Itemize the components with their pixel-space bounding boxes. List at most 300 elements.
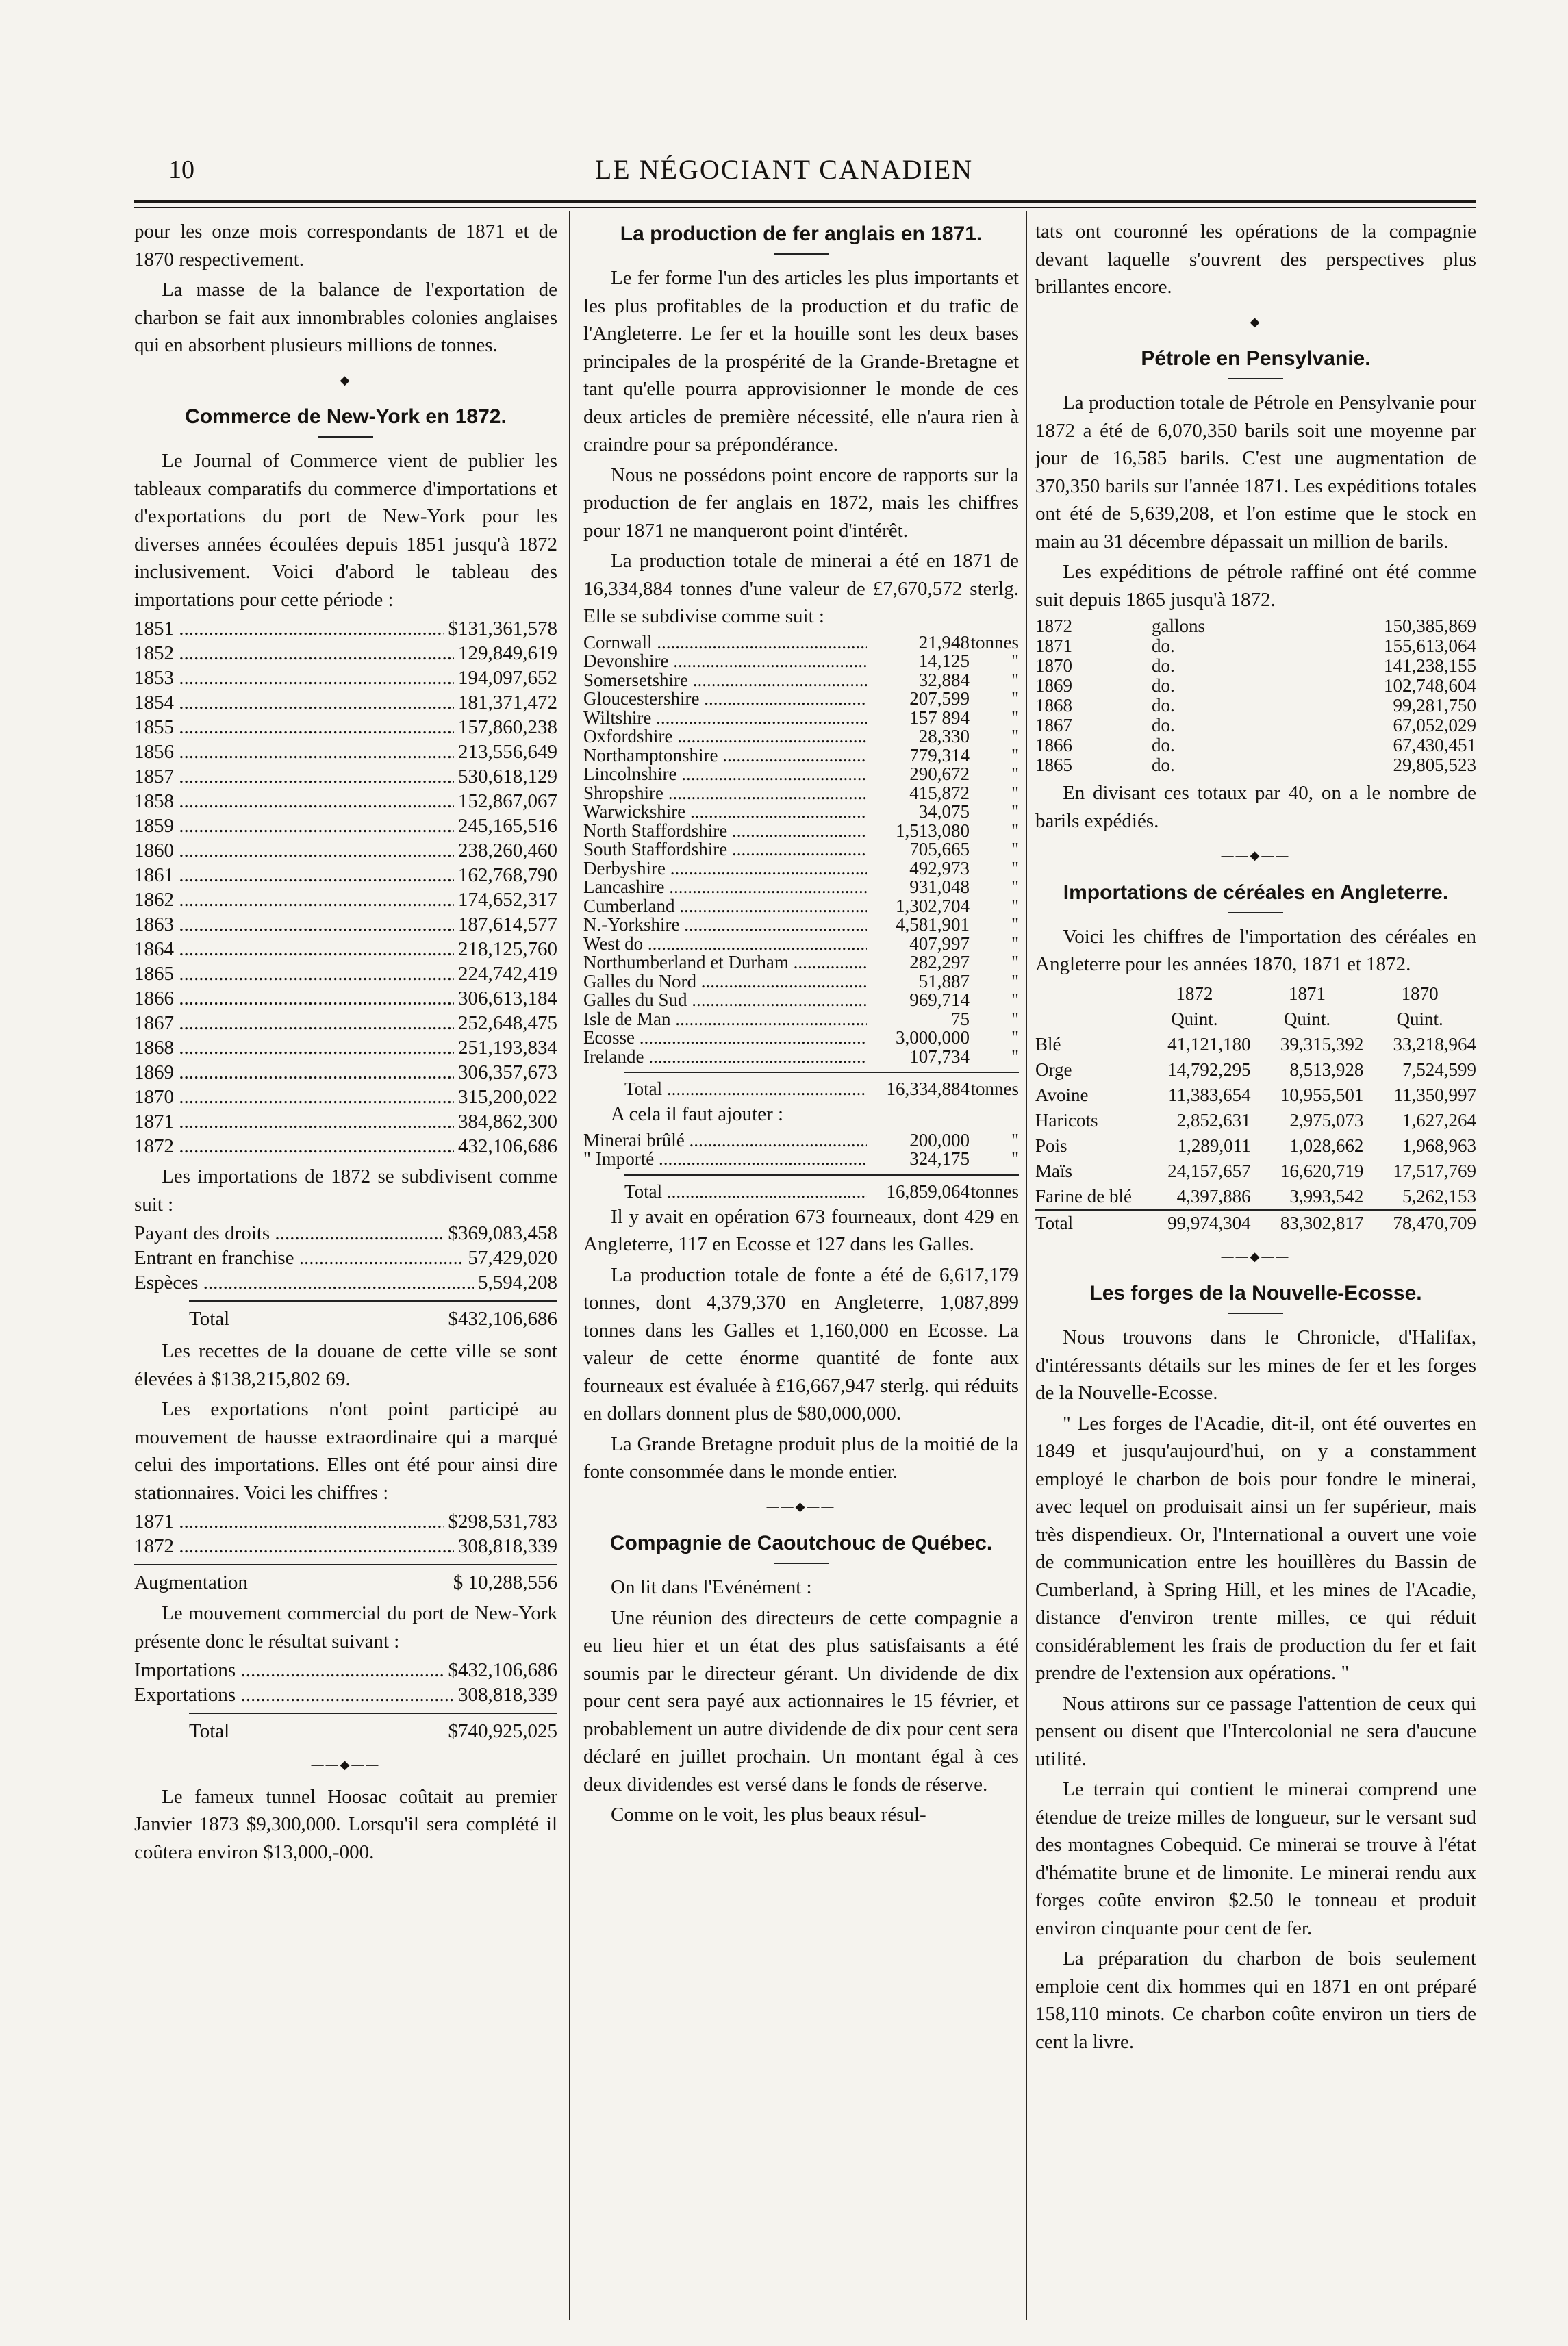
- import-row: [134, 666, 557, 690]
- ore-row: [583, 935, 1019, 954]
- cereal-name: Orge: [1035, 1059, 1072, 1080]
- ore-row-name: Galles du Nord .....: [583, 972, 867, 992]
- empty-cell: [1035, 1007, 1138, 1032]
- ore-row: [583, 690, 1019, 709]
- imports-table: [134, 616, 557, 1159]
- import-row-label: 1863 .....: [134, 912, 454, 937]
- year-header: 1872: [1176, 983, 1213, 1004]
- ore-row-value: 32,884: [918, 669, 970, 690]
- value-cell: 155,613,064: [1384, 635, 1476, 656]
- ore-row: [583, 1048, 1019, 1067]
- ore-row: [583, 822, 1019, 841]
- total-label: Total: [189, 1308, 230, 1330]
- article-heading: Commerce de New-York en 1872.: [185, 405, 507, 428]
- article-heading: Pétrole en Pensylvanie.: [1141, 347, 1371, 370]
- import-row-label: 1864 .....: [134, 937, 454, 961]
- breakdown-row: [134, 1270, 557, 1295]
- ore-row-unit: ": [1011, 801, 1019, 822]
- column-1: [134, 218, 557, 2319]
- ore-row-unit: ": [1011, 1046, 1019, 1067]
- cereal-value: 39,315,392: [1280, 1033, 1364, 1055]
- augmentation-row: [134, 1564, 557, 1595]
- import-row-label: 1856 .....: [134, 740, 454, 764]
- result-row-value: 308,818,339: [458, 1684, 557, 1706]
- breakdown-row-label: Espèces .....: [134, 1270, 474, 1295]
- paragraph: La production totale de Pétrole en Pensylvanie pour 1872 a été de 6,070,350 barils soit une moyenne par jour de 16,585 barils. C'est une augmentation de 370,350 barils sur l'année 1871. Les expéditions totales ont été de 5,639,208, et l'on estime que le stock en main au 31 décembre dépassait un million de barils.: [1035, 392, 1476, 553]
- export-row: [134, 1509, 557, 1534]
- ore-row-name: West do .....: [583, 935, 867, 954]
- ore-row-name: Isle de Man .....: [583, 1010, 867, 1029]
- ore-addition-row-unit: ": [1011, 1148, 1019, 1169]
- ore-row-value: 75: [951, 1008, 970, 1029]
- ornament-divider: ——◆——: [311, 1758, 381, 1771]
- ore-row: [583, 859, 1019, 879]
- year-cell: 1868: [1035, 695, 1072, 716]
- cereal-name: Haricots: [1035, 1109, 1098, 1131]
- cereal-name: Pois: [1035, 1135, 1067, 1156]
- ore-row-name: Somersetshire .....: [583, 671, 867, 690]
- value-cell: 141,238,155: [1384, 655, 1476, 676]
- ore-row: [583, 652, 1019, 671]
- result-row: [134, 1682, 557, 1707]
- heading-rule: [1228, 1313, 1283, 1314]
- value-cell: 99,281,750: [1393, 695, 1476, 716]
- page-number: 10: [168, 155, 194, 184]
- ore-row-name: Cornwall .....: [583, 633, 867, 653]
- ore-row: [583, 671, 1019, 690]
- paragraph: Nous ne possédons point encore de rapports sur la production de fer anglais en 1872, mais les chiffres pour 1871 ne manqueront point d'intérêt.: [583, 464, 1019, 542]
- ore-row-value: 157 894: [909, 707, 970, 728]
- petroleum-row: [1035, 636, 1476, 656]
- paragraph: Nous trouvons dans le Chronicle, d'Halifax, d'intéressants détails sur les mines de fer et les forges de la Nouvelle-Ecosse.: [1035, 1326, 1476, 1404]
- export-row: [134, 1534, 557, 1559]
- year-cell: 1870: [1035, 655, 1072, 676]
- ore-row: [583, 765, 1019, 784]
- cereal-name: Farine de blé: [1035, 1185, 1132, 1207]
- augmentation-value: $ 10,288,556: [453, 1572, 557, 1593]
- paragraph: Comme on le voit, les plus beaux résul-: [611, 1804, 926, 1826]
- export-row-label: 1871 .....: [134, 1509, 444, 1534]
- ore-row: [583, 709, 1019, 728]
- unit-cell: do.: [1152, 715, 1175, 735]
- ore-row-name: Wiltshire .....: [583, 709, 867, 728]
- ore-row-value: 3,000,000: [896, 1027, 970, 1048]
- import-row: [134, 1109, 557, 1134]
- total-value: 16,859,064: [886, 1181, 970, 1202]
- petroleum-exports-table: [1035, 616, 1476, 775]
- ore-row-unit: ": [1011, 707, 1019, 728]
- paragraph: La préparation du charbon de bois seulement emploie cent dix hommes qui en 1871 en ont préparé 158,110 minots. Ce charbon coûte environ un tiers de cent la livre.: [1035, 1947, 1476, 2053]
- ore-row-value: 21,948: [918, 631, 970, 653]
- ore-row: [583, 1029, 1019, 1048]
- import-row-value: 129,849,619: [458, 642, 557, 664]
- import-row: [134, 715, 557, 740]
- import-row-value: 181,371,472: [458, 692, 557, 714]
- ornament-divider: ——◆——: [1221, 1249, 1291, 1263]
- augmentation-label: Augmentation: [134, 1572, 248, 1593]
- column-divider: [1026, 211, 1027, 2320]
- import-row-value: 306,357,673: [458, 1061, 557, 1083]
- breakdown-row: [134, 1221, 557, 1246]
- ore-total: [624, 1072, 1019, 1100]
- ore-addition-row-unit: ": [1011, 1129, 1019, 1150]
- cereal-value: 3,993,542: [1289, 1185, 1364, 1207]
- year-cell: 1866: [1035, 735, 1072, 755]
- ore-row: [583, 1010, 1019, 1029]
- paragraph: Les recettes de la douane de cette ville se sont élevées à $138,215,802 69.: [134, 1340, 557, 1390]
- paragraph: Il y avait en opération 673 fourneaux, dont 429 en Angleterre, 117 en Ecosse et 127 dans les Galles.: [583, 1205, 1019, 1255]
- import-row-value: 213,556,649: [458, 741, 557, 763]
- paragraph: A cela il faut ajouter :: [611, 1103, 784, 1125]
- paragraph: La Grande Bretagne produit plus de la moitié de la fonte consommée dans le monde entier.: [583, 1433, 1019, 1483]
- ore-row-unit: ": [1011, 688, 1019, 709]
- ore-row-unit: ": [1011, 839, 1019, 859]
- ore-row-value: 415,872: [909, 782, 970, 803]
- import-row-value: 152,867,067: [458, 790, 557, 812]
- total-label: Total: [1035, 1210, 1138, 1236]
- breakdown-row-value: $369,083,458: [448, 1222, 557, 1244]
- breakdown-row-value: 57,429,020: [468, 1247, 557, 1269]
- value-cell: 102,748,604: [1384, 675, 1476, 696]
- ore-row-value: 705,665: [909, 839, 970, 859]
- cereal-value: 1,627,264: [1402, 1109, 1476, 1131]
- import-row: [134, 937, 557, 961]
- ore-row-unit: ": [1011, 914, 1019, 935]
- ore-row-value: 931,048: [909, 876, 970, 897]
- ore-row-value: 282,297: [909, 952, 970, 972]
- unit-header: Quint.: [1171, 1008, 1218, 1029]
- cereal-value: 17,517,769: [1393, 1160, 1476, 1181]
- import-row: [134, 863, 557, 887]
- import-row-label: 1868 .....: [134, 1035, 454, 1060]
- cereal-value: 24,157,657: [1167, 1160, 1251, 1181]
- ore-row: [583, 916, 1019, 935]
- import-row: [134, 961, 557, 986]
- import-row: [134, 1060, 557, 1085]
- import-row: [134, 1085, 557, 1109]
- ore-row-unit: ": [1011, 952, 1019, 972]
- ore-row: [583, 972, 1019, 992]
- import-row-label: 1866 .....: [134, 986, 454, 1011]
- total-unit: tonnes: [970, 1079, 1019, 1099]
- cereal-row: [1035, 1032, 1476, 1057]
- page-header: [0, 149, 1568, 190]
- ore-row-unit: ": [1011, 651, 1019, 671]
- import-row: [134, 616, 557, 641]
- petroleum-row: [1035, 656, 1476, 676]
- year-cell: 1872: [1035, 616, 1072, 636]
- ore-row-value: 1,302,704: [896, 895, 970, 916]
- ore-row-unit: ": [1011, 970, 1019, 992]
- paragraph: On lit dans l'Evénément :: [611, 1576, 812, 1598]
- import-row: [134, 813, 557, 838]
- import-row-label: 1867 .....: [134, 1011, 454, 1035]
- ore-row-unit: ": [1011, 820, 1019, 841]
- cereal-row: [1035, 1108, 1476, 1133]
- ore-row-name: Northumberland et Durham .....: [583, 953, 867, 972]
- import-row-label: 1855 .....: [134, 715, 454, 740]
- result-row: [134, 1658, 557, 1682]
- cereal-value: 10,955,501: [1280, 1084, 1364, 1105]
- heading-rule: [774, 1563, 829, 1564]
- import-row-value: 194,097,652: [458, 667, 557, 689]
- ore-row-unit: ": [1011, 1008, 1019, 1029]
- ore-row-value: 492,973: [909, 857, 970, 879]
- cereal-value: 1,968,963: [1402, 1135, 1476, 1156]
- ore-row-name: Ecosse .....: [583, 1029, 867, 1048]
- ore-row-value: 407,997: [909, 933, 970, 954]
- ore-row: [583, 897, 1019, 916]
- result-row-label: Exportations .....: [134, 1682, 454, 1707]
- cereal-value: 1,289,011: [1177, 1135, 1251, 1156]
- ore-row-unit: ": [1011, 876, 1019, 897]
- value-cell: 29,805,523: [1393, 755, 1476, 775]
- cereal-row: [1035, 1184, 1476, 1210]
- import-row-value: 432,106,686: [458, 1135, 557, 1157]
- import-row: [134, 641, 557, 666]
- import-row-value: $131,361,578: [448, 618, 557, 640]
- heading-rule: [1228, 378, 1283, 379]
- total-value: 99,974,304: [1138, 1210, 1251, 1236]
- article-heading: Compagnie de Caoutchouc de Québec.: [609, 1532, 993, 1554]
- ore-row-unit: ": [1011, 1027, 1019, 1048]
- ore-row-value: 207,599: [909, 688, 970, 709]
- unit-cell: do.: [1152, 695, 1175, 716]
- import-row: [134, 690, 557, 715]
- import-row: [134, 838, 557, 863]
- ornament-divider: ——◆——: [1221, 314, 1291, 329]
- import-row-value: 187,614,577: [458, 913, 557, 935]
- petroleum-row: [1035, 616, 1476, 636]
- ore-row: [583, 633, 1019, 653]
- import-row-label: 1858 .....: [134, 789, 454, 813]
- petroleum-row: [1035, 735, 1476, 755]
- total-value: 78,470,709: [1363, 1210, 1476, 1236]
- cereal-row: [1035, 1083, 1476, 1108]
- ornament-divider: ——◆——: [766, 1499, 836, 1513]
- cereal-value: 41,121,180: [1167, 1033, 1251, 1055]
- import-row-value: 218,125,760: [458, 938, 557, 960]
- import-row-label: 1852 .....: [134, 641, 454, 666]
- cereal-value: 16,620,719: [1280, 1160, 1364, 1181]
- cereal-value: 4,397,886: [1176, 1185, 1251, 1207]
- breakdown-row: [134, 1246, 557, 1270]
- breakdown-row-label: Payant des droits .....: [134, 1221, 444, 1246]
- ore-row-name: N.-Yorkshire .....: [583, 916, 867, 935]
- ore-row-name: North Staffordshire .....: [583, 822, 867, 841]
- unit-cell: do.: [1152, 755, 1175, 775]
- import-row: [134, 986, 557, 1011]
- unit-header: Quint.: [1283, 1008, 1331, 1029]
- cereal-row: [1035, 1159, 1476, 1184]
- ore-row-unit: ": [1011, 782, 1019, 803]
- breakdown-row-label: Entrant en franchise .....: [134, 1246, 464, 1270]
- cereal-value: 7,524,599: [1402, 1059, 1476, 1080]
- imports-breakdown: [134, 1221, 557, 1295]
- import-row: [134, 764, 557, 789]
- unit-cell: do.: [1152, 735, 1175, 755]
- cereal-value: 11,350,997: [1393, 1084, 1476, 1105]
- import-row: [134, 1035, 557, 1060]
- cereal-value: 8,513,928: [1289, 1059, 1364, 1080]
- ore-row: [583, 784, 1019, 803]
- result-total: [189, 1713, 557, 1744]
- import-row-label: 1851 .....: [134, 616, 444, 641]
- import-row: [134, 912, 557, 937]
- import-row-value: 306,613,184: [458, 987, 557, 1009]
- year-cell: 1865: [1035, 755, 1072, 775]
- import-row-label: 1859 .....: [134, 813, 454, 838]
- import-row: [134, 1134, 557, 1159]
- value-cell: 67,052,029: [1393, 715, 1476, 735]
- value-cell: 67,430,451: [1393, 735, 1476, 755]
- ore-row-name: Lancashire .....: [583, 878, 867, 897]
- ore-row-name: Warwickshire .....: [583, 803, 867, 822]
- import-row-label: 1865 .....: [134, 961, 454, 986]
- exports-table: [134, 1509, 557, 1559]
- unit-cell: do.: [1152, 655, 1175, 676]
- ore-row-name: Irelande .....: [583, 1048, 867, 1067]
- breakdown-row-value: 5,594,208: [478, 1272, 557, 1294]
- year-header: 1871: [1288, 983, 1326, 1004]
- article-heading: La production de fer anglais en 1871.: [620, 223, 983, 245]
- paragraph: Nous attirons sur ce passage l'attention de ceux qui pensent ou disent que l'Intercolonial ne sera d'aucune utilité.: [1035, 1692, 1476, 1770]
- import-row-value: 315,200,022: [458, 1086, 557, 1108]
- ore-row-name: Shropshire .....: [583, 784, 867, 803]
- import-row-value: 174,652,317: [458, 889, 557, 911]
- paragraph: Les importations de 1872 se subdivisent comme suit :: [134, 1165, 557, 1215]
- import-row-label: 1871 .....: [134, 1109, 454, 1134]
- import-row: [134, 789, 557, 813]
- year-header: 1870: [1401, 983, 1439, 1004]
- import-row: [134, 740, 557, 764]
- cereals-unit-row: [1035, 1007, 1476, 1032]
- paragraph: Les expéditions de pétrole raffiné ont été comme suit depuis 1865 jusqu'à 1872.: [1035, 561, 1476, 611]
- import-row-value: 238,260,460: [458, 840, 557, 861]
- column-3: [1035, 218, 1476, 2319]
- ore-row-value: 34,075: [918, 801, 970, 822]
- ore-addition-row-name: " Importé .....: [583, 1150, 867, 1169]
- total-value: $432,106,686: [448, 1308, 557, 1330]
- ore-row: [583, 746, 1019, 766]
- ore-row-name: Northamptonshire .....: [583, 746, 867, 766]
- import-row-label: 1860 .....: [134, 838, 454, 863]
- ore-row-name: Devonshire .....: [583, 652, 867, 671]
- cereal-value: 2,852,631: [1176, 1109, 1251, 1131]
- total-unit: tonnes: [970, 1181, 1019, 1202]
- ore-row-value: 107,734: [909, 1046, 970, 1067]
- ore-addition-row: [583, 1150, 1019, 1169]
- ore-row-unit: ": [1011, 744, 1019, 766]
- import-row: [134, 1011, 557, 1035]
- ore-row-value: 4,581,901: [896, 914, 970, 935]
- newspaper-title: LE NÉGOCIANT CANADIEN: [594, 154, 974, 185]
- ore-row-unit: ": [1011, 857, 1019, 879]
- ore-addition-row-name: Minerai brûlé .....: [583, 1131, 867, 1150]
- ore-row-name: Cumberland .....: [583, 897, 867, 916]
- total-label: Total .....: [624, 1180, 867, 1203]
- ore-row-value: 290,672: [909, 764, 970, 784]
- import-row-value: 224,742,419: [458, 963, 557, 985]
- total-label: Total .....: [624, 1077, 867, 1100]
- ore-row-name: Oxfordshire .....: [583, 727, 867, 746]
- ore-row-unit: ": [1011, 933, 1019, 954]
- cereal-value: 2,975,073: [1289, 1109, 1364, 1131]
- ore-row-value: 1,513,080: [896, 820, 970, 841]
- import-row-label: 1869 .....: [134, 1060, 454, 1085]
- column-2: [583, 218, 1019, 2319]
- import-row-label: 1853 .....: [134, 666, 454, 690]
- import-row-value: 530,618,129: [458, 766, 557, 787]
- ore-row-name: Lincolnshire .....: [583, 765, 867, 784]
- cereal-value: 5,262,153: [1402, 1185, 1476, 1207]
- total-value: $740,925,025: [448, 1720, 557, 1742]
- import-row-value: 251,193,834: [458, 1037, 557, 1059]
- paragraph: Les exportations n'ont point participé au mouvement de hausse extraordinaire qui a marqué celui des importations. Elles ont été pour ainsi dire stationnaires. Voici les chiffres :: [134, 1398, 557, 1504]
- ore-row: [583, 840, 1019, 859]
- paragraph: Le fameux tunnel Hoosac coûtait au premier Janvier 1873 $9,300,000. Lorsqu'il sera complété il coûtera environ $13,000,-000.: [134, 1785, 557, 1863]
- ore-row: [583, 803, 1019, 822]
- cereal-value: 11,383,654: [1168, 1084, 1251, 1105]
- header-rule: [134, 200, 1476, 203]
- year-cell: 1867: [1035, 715, 1072, 735]
- import-row-label: 1857 .....: [134, 764, 454, 789]
- ore-row: [583, 878, 1019, 897]
- ore-row: [583, 953, 1019, 972]
- paragraph: tats ont couronné les opérations de la compagnie devant laquelle s'ouvrent des perspectives plus brillantes encore.: [1035, 220, 1476, 298]
- ore-additions-table: [583, 1131, 1019, 1169]
- ore-row-unit: tonnes: [970, 631, 1019, 653]
- article-heading: Les forges de la Nouvelle-Ecosse.: [1089, 1282, 1422, 1304]
- ornament-divider: ——◆——: [311, 373, 381, 387]
- import-row-label: 1872 .....: [134, 1134, 454, 1159]
- paragraph: Le mouvement commercial du port de New-York présente donc le résultat suivant :: [134, 1602, 557, 1652]
- paragraph: En divisant ces totaux par 40, on a le nombre de barils expédiés.: [1035, 782, 1476, 832]
- paragraph: Le fer forme l'un des articles les plus importants et les plus profitables de la production et du trafic de l'Angleterre. Le fer et la houille sont les deux bases principales de la prospérité de la Grande-Bretagne et tant qu'elle pourra approvisionner le monde de ces deux articles de première nécessité, elle n'aura rien à craindre pour sa prépondérance.: [583, 267, 1019, 455]
- ore-row-value: 779,314: [909, 744, 970, 766]
- article-heading: Importations de céréales en Angleterre.: [1063, 881, 1449, 904]
- year-cell: 1869: [1035, 675, 1072, 696]
- ore-row-value: 28,330: [918, 726, 970, 746]
- total-value: 16,334,884: [886, 1079, 970, 1099]
- cereal-value: 33,218,964: [1393, 1033, 1476, 1055]
- heading-rule: [1228, 912, 1283, 913]
- ore-row-unit: ": [1011, 989, 1019, 1010]
- unit-cell: do.: [1152, 675, 1175, 696]
- paragraph: Une réunion des directeurs de cette compagnie a eu lieu hier et un état des plus satisfaisants a été soumis par le directeur gérant. Un dividende de dix pour cent sera payé aux actionnaires le 15 février, et probablement un autre dividende de dix pour cent sera déclaré en juillet prochain. Un montant égal à ces deux dividendes est versé dans le fonds de réserve.: [583, 1606, 1019, 1795]
- cereal-row: [1035, 1057, 1476, 1083]
- paragraph: Le Journal of Commerce vient de publier les tableaux comparatifs du commerce d'importations et d'exportations du port de New-York pour les diverses années écoulées depuis 1851 jusqu'à 1872 inclusivement. Voici d'abord le tableau des importations pour cette période :: [134, 450, 557, 611]
- ore-row-unit: ": [1011, 669, 1019, 690]
- breakdown-total: [189, 1300, 557, 1332]
- ore-addition-row-value: 324,175: [909, 1148, 970, 1169]
- paragraph: " Les forges de l'Acadie, dit-il, ont été ouvertes en 1849 et jusqu'aujourd'hui, on y a constamment employé le charbon de bois pour fondre le minerai, avec lequel on produisait ainsi un fer supérieur, mais très dispendieux. Or, l'International a ouvert une voie de communication entre les houillères du Bassin de Cumberland, à Spring Hill, et les mines de l'Acadie, distance d'environ trente milles, ce qui réduit considérablement les frais de production du fer et fait prendre de l'extension aux opérations. ": [1035, 1412, 1476, 1684]
- paragraph: pour les onze mois correspondants de 1871 et de 1870 respectivement.: [134, 220, 557, 270]
- ornament-divider: ——◆——: [1221, 848, 1291, 862]
- ore-row-name: Gloucestershire .....: [583, 690, 867, 709]
- cereals-import-table: [1035, 981, 1476, 1236]
- unit-cell: do.: [1152, 635, 1175, 656]
- paragraph: La production totale de minerai a été en 1871 de 16,334,884 tonnes d'une valeur de £7,670,572 sterlg. Elle se subdivise comme suit :: [583, 550, 1019, 627]
- export-row-value: 308,818,339: [458, 1535, 557, 1557]
- petroleum-row: [1035, 696, 1476, 716]
- import-row-label: 1862 .....: [134, 887, 454, 912]
- ore-row-unit: ": [1011, 764, 1019, 784]
- import-row-value: 252,648,475: [458, 1012, 557, 1034]
- cereal-value: 14,792,295: [1167, 1059, 1251, 1080]
- ore-row-value: 14,125: [918, 651, 970, 671]
- ore-row: [583, 991, 1019, 1010]
